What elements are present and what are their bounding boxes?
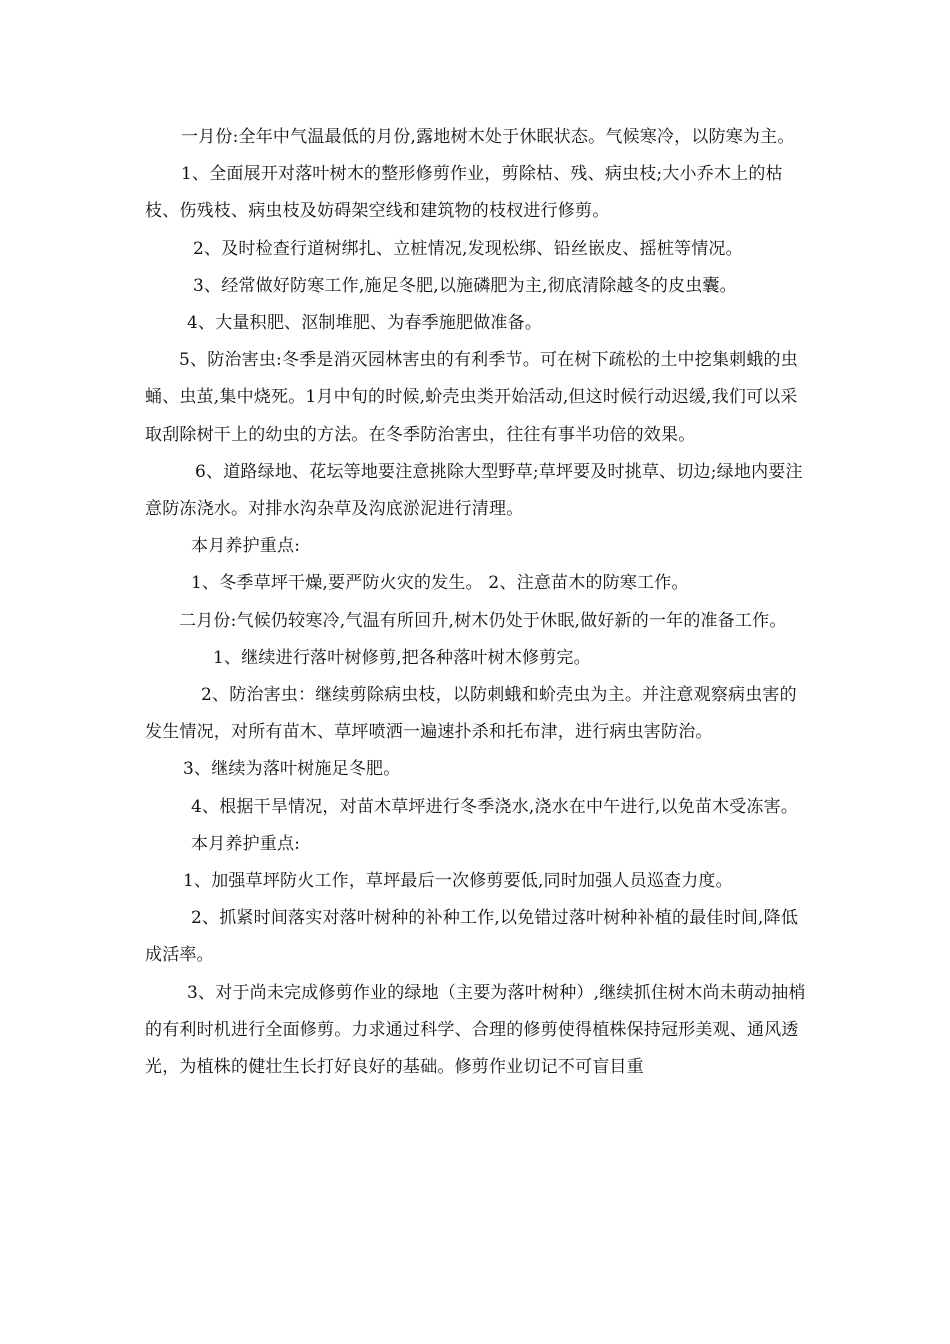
paragraph-feb-key-point-2: 2、抓紧时间落实对落叶树种的补种工作,以免错过落叶树种补植的最佳时间,降低成活率。 [145,908,799,966]
document-body [145,119,810,1086]
paragraph-jan-key-points: 1、冬季草坪干燥,要严防火灾的发生。 2、注意苗木的防寒工作。 [191,573,689,594]
paragraph-feb-item-3: 3、继续为落叶树施足冬肥。 [183,759,401,780]
heading-feb-key-points: 本月养护重点: [191,833,301,854]
paragraph-feb-key-point-3: 3、对于尚未完成修剪作业的绿地（主要为落叶树种）,继续抓住树木尚未萌动抽梢的有利时机进行全面修剪。力求通过科学、合理的修剪使得植株保持冠形美观、通风透光，为植株的健壮生长打好良好的基础。修剪作业切记不可盲目重 [145,982,806,1078]
heading-jan-key-points: 本月养护重点: [191,536,301,557]
paragraph-jan-item-2: 2、及时检查行道树绑扎、立桩情况,发现松绑、铅丝嵌皮、摇桩等情况。 [193,238,743,259]
paragraph-feb-item-2: 2、防治害虫：继续剪除病虫枝，以防刺蛾和蚧壳虫为主。并注意观察病虫害的发生情况，对所有苗木、草坪喷洒一遍速扑杀和托布津，进行病虫害防治。 [145,685,797,743]
paragraph-jan-item-3: 3、经常做好防寒工作,施足冬肥,以施磷肥为主,彻底清除越冬的皮虫囊。 [193,275,737,296]
paragraph-jan-item-6: 6、道路绿地、花坛等地要注意挑除大型野草;草坪要及时挑草、切边;绿地内要注意防冻浇水。对排水沟杂草及沟底淤泥进行清理。 [145,461,803,520]
paragraph-feb-item-4: 4、根据干旱情况，对苗木草坪进行冬季浇水,浇水在中午进行,以免苗木受冻害。 [191,796,799,817]
paragraph-jan-item-1: 1、全面展开对落叶树木的整形修剪作业，剪除枯、残、病虫枝;大小乔木上的枯枝、伤残枝、病虫枝及妨碍架空线和建筑物的枝杈进行修剪。 [145,164,783,222]
paragraph-feb-intro: 二月份:气候仍较寒冷,气温有所回升,树木仍处于休眠,做好新的一年的准备工作。 [179,610,787,631]
paragraph-jan-intro: 一月份:全年中气温最低的月份,露地树木处于休眠状态。气候寒冷，以防寒为主。 [181,127,795,147]
paragraph-feb-item-1: 1、继续进行落叶树修剪,把各种落叶树木修剪完。 [213,647,591,668]
paragraph-feb-key-point-1: 1、加强草坪防火工作，草坪最后一次修剪要低,同时加强人员巡查力度。 [183,871,733,892]
paragraph-jan-item-4: 4、大量积肥、沤制堆肥、为春季施肥做准备。 [187,313,543,334]
paragraph-jan-item-5: 5、防治害虫:冬季是消灭园林害虫的有利季节。可在树下疏松的土中挖集刺蛾的虫蛹、虫茧,集中烧死。1月中旬的时候,蚧壳虫类开始活动,但这时候行动迟缓,我们可以采取刮除树干上的幼虫的方法。在冬季防治害虫，往往有事半功倍的效果。 [145,350,798,445]
